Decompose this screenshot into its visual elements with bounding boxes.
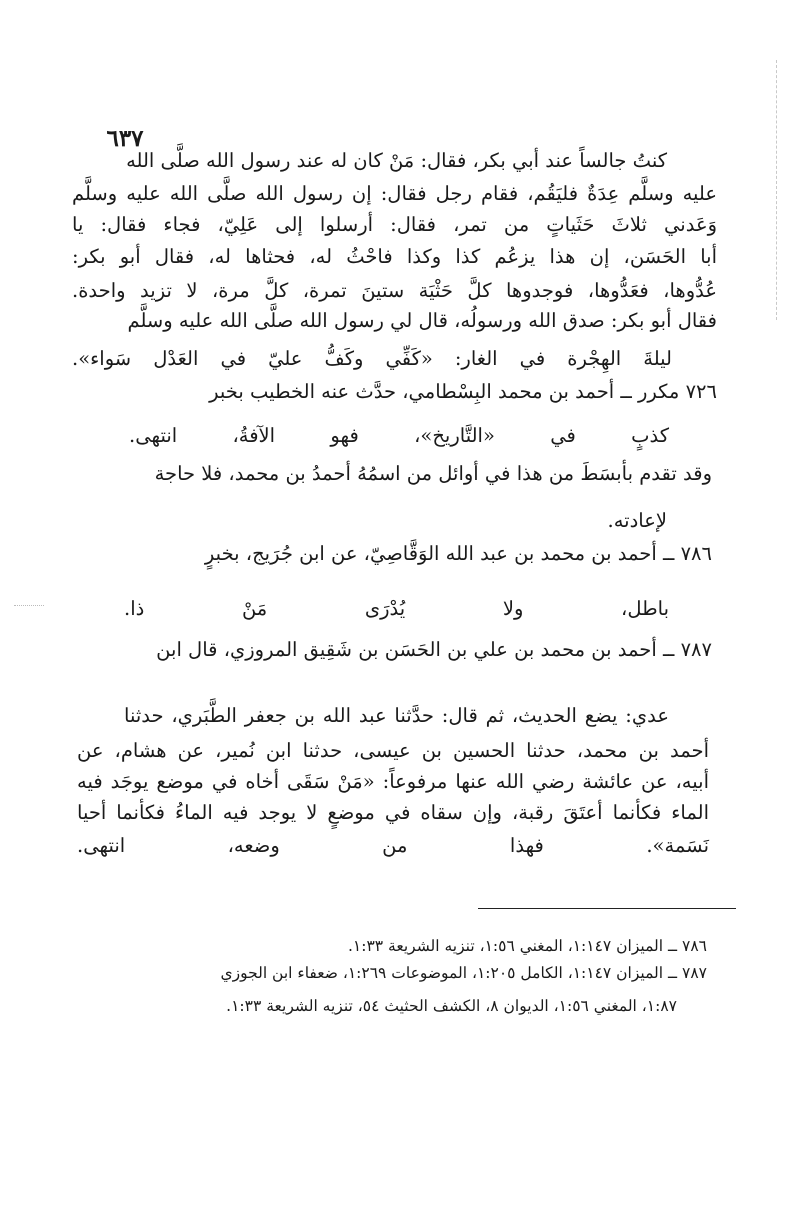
entry-heading: باطل، ولا يُدْرَى مَنْ ذا. (124, 597, 669, 620)
entry-heading: عدي: يضع الحديث، ثم قال: حدَّثنا عبد الله بن جعفر الطَّبَري، حدثنا (124, 704, 669, 727)
entry-heading: كذبٍ في «التَّاريخ»، فهو الآفةُ، انتهى. (129, 424, 669, 447)
body-line: الماء فكأنما أعتَقَ رقبة، وإن سقاه في موضعٍ لا يوجد فيه الماءُ فكأنما أحيا (77, 801, 709, 824)
body-line: عليه وسلَّم عِدَةٌ فليَقُم، فقام رجل فقال: إن رسول الله صلَّى الله عليه وسلَّم (72, 182, 717, 205)
body-line: فقال أبو بكر: صدق الله ورسولُه، قال لي رسول الله صلَّى الله عليه وسلَّم (127, 309, 717, 332)
body-line: وقد تقدم بأبسَطَ من هذا في أوائل من اسمُهُ أحمدُ بن محمد، فلا حاجة (154, 462, 712, 485)
body-line: وَعَدني ثلاثَ حَثَياتٍ من تمر، فقال: أرسلوا إلى عَلِيّ، فجاء فقال: يا (72, 213, 717, 236)
footnote-line: ٧٨٧ ــ الميزان ١:١٤٧، الكامل ١:٢٠٥، الموضوعات ١:٢٦٩، ضعفاء ابن الجوزي (220, 964, 707, 982)
body-line: كنتُ جالساً عند أبي بكر، فقال: مَنْ كان له عند رسول الله صلَّى الله (126, 149, 667, 172)
scan-edge-line (776, 60, 777, 320)
body-line: أبيه، عن عائشة رضي الله عنها مرفوعاً: «مَنْ سَقَى أخاه في موضع يوجَد فيه (77, 770, 709, 793)
page-number: ٦٣٧ (106, 125, 144, 152)
footnote-separator (478, 908, 736, 909)
scan-edge-dots (14, 605, 44, 606)
footnote-line: ٧٨٦ ــ الميزان ١:١٤٧، المغني ١:٥٦، تنزيه الشريعة ١:٣٣. (347, 937, 707, 955)
body-line: أحمد بن محمد، حدثنا الحسين بن عيسى، حدثنا ابن نُمير، عن هشام، عن (77, 739, 709, 762)
body-line: ٧٨٦ ــ أحمد بن محمد بن عبد الله الوَقَّاصِيّ، عن ابن جُرَيج، بخبرٍ (204, 542, 712, 565)
body-line: أبا الحَسَن، إن هذا يزعُم كذا وكذا فاحْثُ له، فحثاها له، فقال أبو بكر: (72, 245, 717, 268)
body-line: ٧٨٧ ــ أحمد بن محمد بن علي بن الحَسَن بن شَقِيق المروزي، قال ابن (156, 638, 712, 661)
body-line: لإعادته. (607, 509, 667, 532)
body-line: ليلةَ الهِجْرة في الغار: «كَفِّي وكَفُّ عليّ في العَدْل سَواء». (72, 347, 672, 370)
body-line: نَسَمة». فهذا من وضعه، انتهى. (77, 834, 709, 857)
body-line: عُدُّوها، فعَدُّوها، فوجدوها كلَّ حَثْيَة ستينَ تمرة، كلَّ مرة، لا تزيد واحدة. (72, 279, 717, 302)
body-line: ٧٢٦ مكرر ــ أحمد بن محمد البِسْطامي، حدَّث عنه الخطيب بخبر (209, 380, 717, 403)
footnote-line: ١:٨٧، المغني ١:٥٦، الديوان ٨، الكشف الحثيث ٥٤، تنزيه الشريعة ١:٣٣. (226, 997, 677, 1015)
